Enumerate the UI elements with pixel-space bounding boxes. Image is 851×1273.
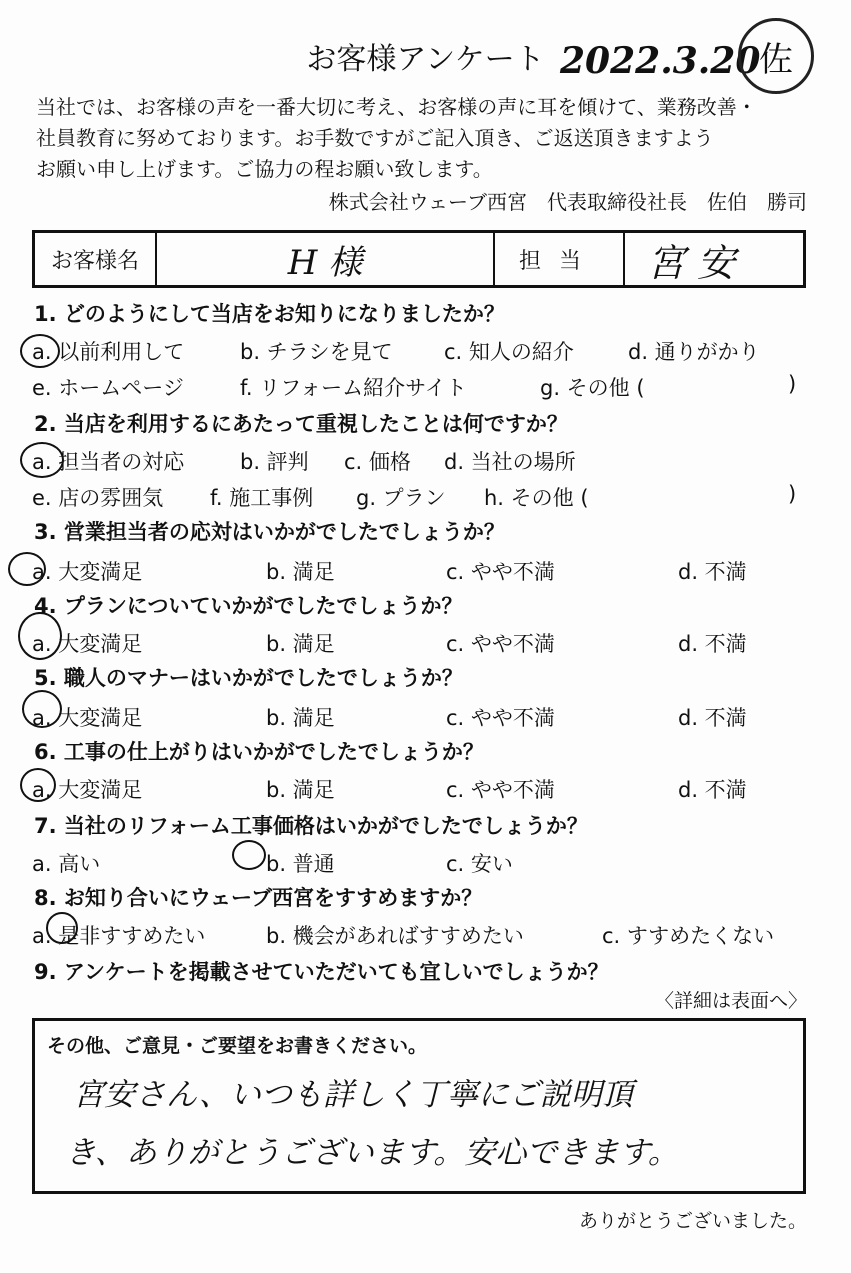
comments-line-1[interactable]: 宮安さん、いつも詳しく丁寧にご説明頂	[73, 1077, 633, 1113]
q8-option-a[interactable]: a. 是非すすめたい	[32, 924, 206, 948]
question-7: 7. 当社のリフォーム工事価格はいかがでしたでしょうか？	[34, 814, 588, 838]
q1-option-d[interactable]: d. 通りがかり	[628, 340, 760, 364]
comments-box	[32, 1018, 806, 1194]
q4-option-d[interactable]: d. 不満	[678, 632, 747, 656]
q1-option-f[interactable]: f. リフォーム紹介サイト	[240, 376, 467, 400]
selection-circle	[22, 690, 62, 728]
comments-label: その他、ご意見・ご要望をお書きください。	[47, 1035, 428, 1057]
q2-option-h[interactable]: h. その他 (	[484, 486, 589, 510]
handwritten-date: 2022.3.20	[560, 40, 761, 82]
company-signature: 株式会社ウェーブ西宮 代表取締役社長 佐伯 勝司	[328, 190, 807, 214]
staff-label: 担当	[495, 233, 625, 285]
question-9: 9. アンケートを掲載させていただいても宜しいでしょうか？	[34, 960, 609, 984]
q4-option-a[interactable]: a. 大変満足	[32, 632, 143, 656]
q2-option-g[interactable]: g. プラン	[356, 486, 446, 510]
q1-option-b[interactable]: b. チラシを見て	[240, 340, 393, 364]
q1-paren-close: )	[788, 372, 797, 396]
q4-option-c[interactable]: c. やや不満	[446, 632, 555, 656]
q1-option-a[interactable]: a. 以前利用して	[32, 340, 185, 364]
q2-option-e[interactable]: e. 店の雰囲気	[32, 486, 164, 510]
q1-option-g[interactable]: g. その他 (	[540, 376, 645, 400]
q3-option-b[interactable]: b. 満足	[266, 560, 335, 584]
customer-table	[32, 230, 806, 288]
question-1: 1. どのようにして当店をお知りになりましたか？	[34, 302, 505, 326]
q7-option-a[interactable]: a. 高い	[32, 852, 101, 876]
q2-option-d[interactable]: d. 当社の場所	[444, 450, 576, 474]
selection-circle	[20, 442, 64, 478]
q5-option-a[interactable]: a. 大変満足	[32, 706, 143, 730]
q8-option-b[interactable]: b. 機会があればすすめたい	[266, 924, 524, 948]
q2-option-b[interactable]: b. 評判	[240, 450, 309, 474]
page-title: お客様アンケート	[306, 42, 545, 77]
intro-text	[36, 92, 757, 185]
intro-line: お願い申し上げます。ご協力の程お願い致します。	[36, 157, 493, 181]
footer-thanks: ありがとうございました。	[578, 1210, 807, 1232]
q2-option-f[interactable]: f. 施工事例	[210, 486, 314, 510]
q6-option-d[interactable]: d. 不満	[678, 778, 747, 802]
q5-option-b[interactable]: b. 満足	[266, 706, 335, 730]
intro-line: 社員教育に努めております。お手数ですがご記入頂き、ご返送頂きますよう	[36, 126, 714, 150]
seal-stamp: 佐	[738, 18, 814, 94]
q3-option-a[interactable]: a. 大変満足	[32, 560, 143, 584]
q3-option-c[interactable]: c. やや不満	[446, 560, 555, 584]
question-6: 6. 工事の仕上がりはいかがでしたでしょうか？	[34, 740, 484, 764]
q6-option-b[interactable]: b. 満足	[266, 778, 335, 802]
staff-name-field[interactable]: 宮安	[647, 240, 748, 285]
q2-option-a[interactable]: a. 担当者の対応	[32, 450, 185, 474]
q5-option-c[interactable]: c. やや不満	[446, 706, 555, 730]
q7-option-c[interactable]: c. 安い	[446, 852, 513, 876]
q5-option-d[interactable]: d. 不満	[678, 706, 747, 730]
q7-option-b[interactable]: b. 普通	[266, 852, 335, 876]
comments-line-2[interactable]: き、ありがとうございます。安心できます。	[65, 1135, 679, 1171]
q1-option-e[interactable]: e. ホームページ	[32, 376, 184, 400]
selection-circle	[18, 612, 62, 660]
q3-option-d[interactable]: d. 不満	[678, 560, 747, 584]
q6-option-a[interactable]: a. 大変満足	[32, 778, 143, 802]
selection-circle	[20, 768, 56, 802]
customer-name-label: お客様名	[35, 233, 157, 285]
selection-circle	[46, 912, 78, 944]
question-5: 5. 職人のマナーはいかがでしたでしょうか？	[34, 666, 463, 690]
q8-option-c[interactable]: c. すすめたくない	[602, 924, 775, 948]
selection-circle	[232, 840, 266, 870]
q6-option-c[interactable]: c. やや不満	[446, 778, 555, 802]
selection-circle	[20, 334, 60, 368]
detail-note: 〈詳細は表面へ〉	[654, 990, 807, 1012]
intro-line: 当社では、お客様の声を一番大切に考え、お客様の声に耳を傾けて、業務改善・	[36, 95, 757, 119]
q4-option-b[interactable]: b. 満足	[266, 632, 335, 656]
q1-option-c[interactable]: c. 知人の紹介	[444, 340, 574, 364]
customer-name-field[interactable]: H 様	[157, 233, 495, 285]
question-8: 8. お知り合いにウェーブ西宮をすすめますか？	[34, 886, 483, 910]
q2-paren-close: )	[788, 482, 797, 506]
q2-option-c[interactable]: c. 価格	[344, 450, 411, 474]
selection-circle	[8, 552, 46, 586]
question-2: 2. 当店を利用するにあたって重視したことは何ですか？	[34, 412, 568, 436]
question-4: 4. プランについていかがでしたでしょうか？	[34, 594, 463, 618]
question-3: 3. 営業担当者の応対はいかがでしたでしょうか？	[34, 520, 505, 544]
